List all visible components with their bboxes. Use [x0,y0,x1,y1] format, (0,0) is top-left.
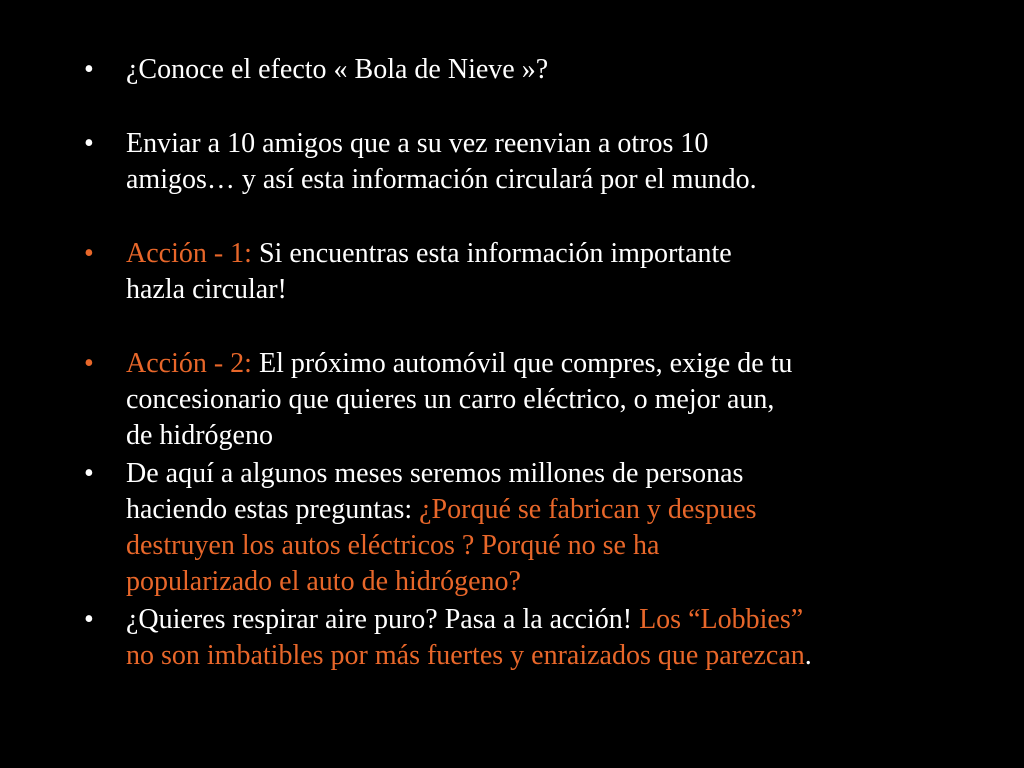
bullet-text: ¿Conoce el efecto « Bola de Nieve »? [126,54,549,85]
lobbies-text: Los “Lobbies” [639,604,804,635]
bullet-line: De aquí a algunos meses seremos millones de personas [126,458,744,489]
bullet-line: Si encuentras esta información importante [251,238,732,269]
bullet-line: hazla circular! [126,274,287,305]
bullet-marker: • [84,238,94,269]
bullet-item-questions [84,456,984,600]
bullet-line: amigos… y así esta información circulará por el mundo. [126,164,757,195]
bullet-item-action-1 [84,236,984,308]
bullet-list [84,52,984,674]
bullet-marker: • [84,604,94,635]
bullet-marker: • [84,458,94,489]
bullet-marker: • [84,54,94,85]
action-1-label: Acción - 1: [126,238,252,269]
bullet-line: haciendo estas preguntas: [126,494,420,525]
bullet-line: ¿Quieres respirar aire puro? Pasa a la acción! [126,604,640,635]
action-2-label: Acción - 2: [126,348,252,379]
bullet-item-send-friends [84,126,984,198]
bullet-line: El próximo automóvil que compres, exige de tu [251,348,793,379]
bullet-item-clean-air [84,602,984,674]
closing-period: . [804,640,812,671]
bullet-marker: • [84,348,94,379]
bullet-item-action-2 [84,346,984,454]
bullet-line: de hidrógeno [126,420,273,451]
bullet-line: concesionario que quieres un carro eléctrico, o mejor aun, [126,384,775,415]
bullet-line: Enviar a 10 amigos que a su vez reenvian a otros 10 [126,128,709,159]
bullet-item-snowball [84,52,984,88]
bullet-marker: • [84,128,94,159]
question-text: destruyen los autos eléctricos ? Porqué no se ha [126,530,660,561]
question-text: popularizado el auto de hidrógeno? [126,566,521,597]
lobbies-text: no son imbatibles por más fuertes y enraizados que parezcan [126,640,805,671]
question-text: ¿Porqué se fabrican y despues [419,494,757,525]
